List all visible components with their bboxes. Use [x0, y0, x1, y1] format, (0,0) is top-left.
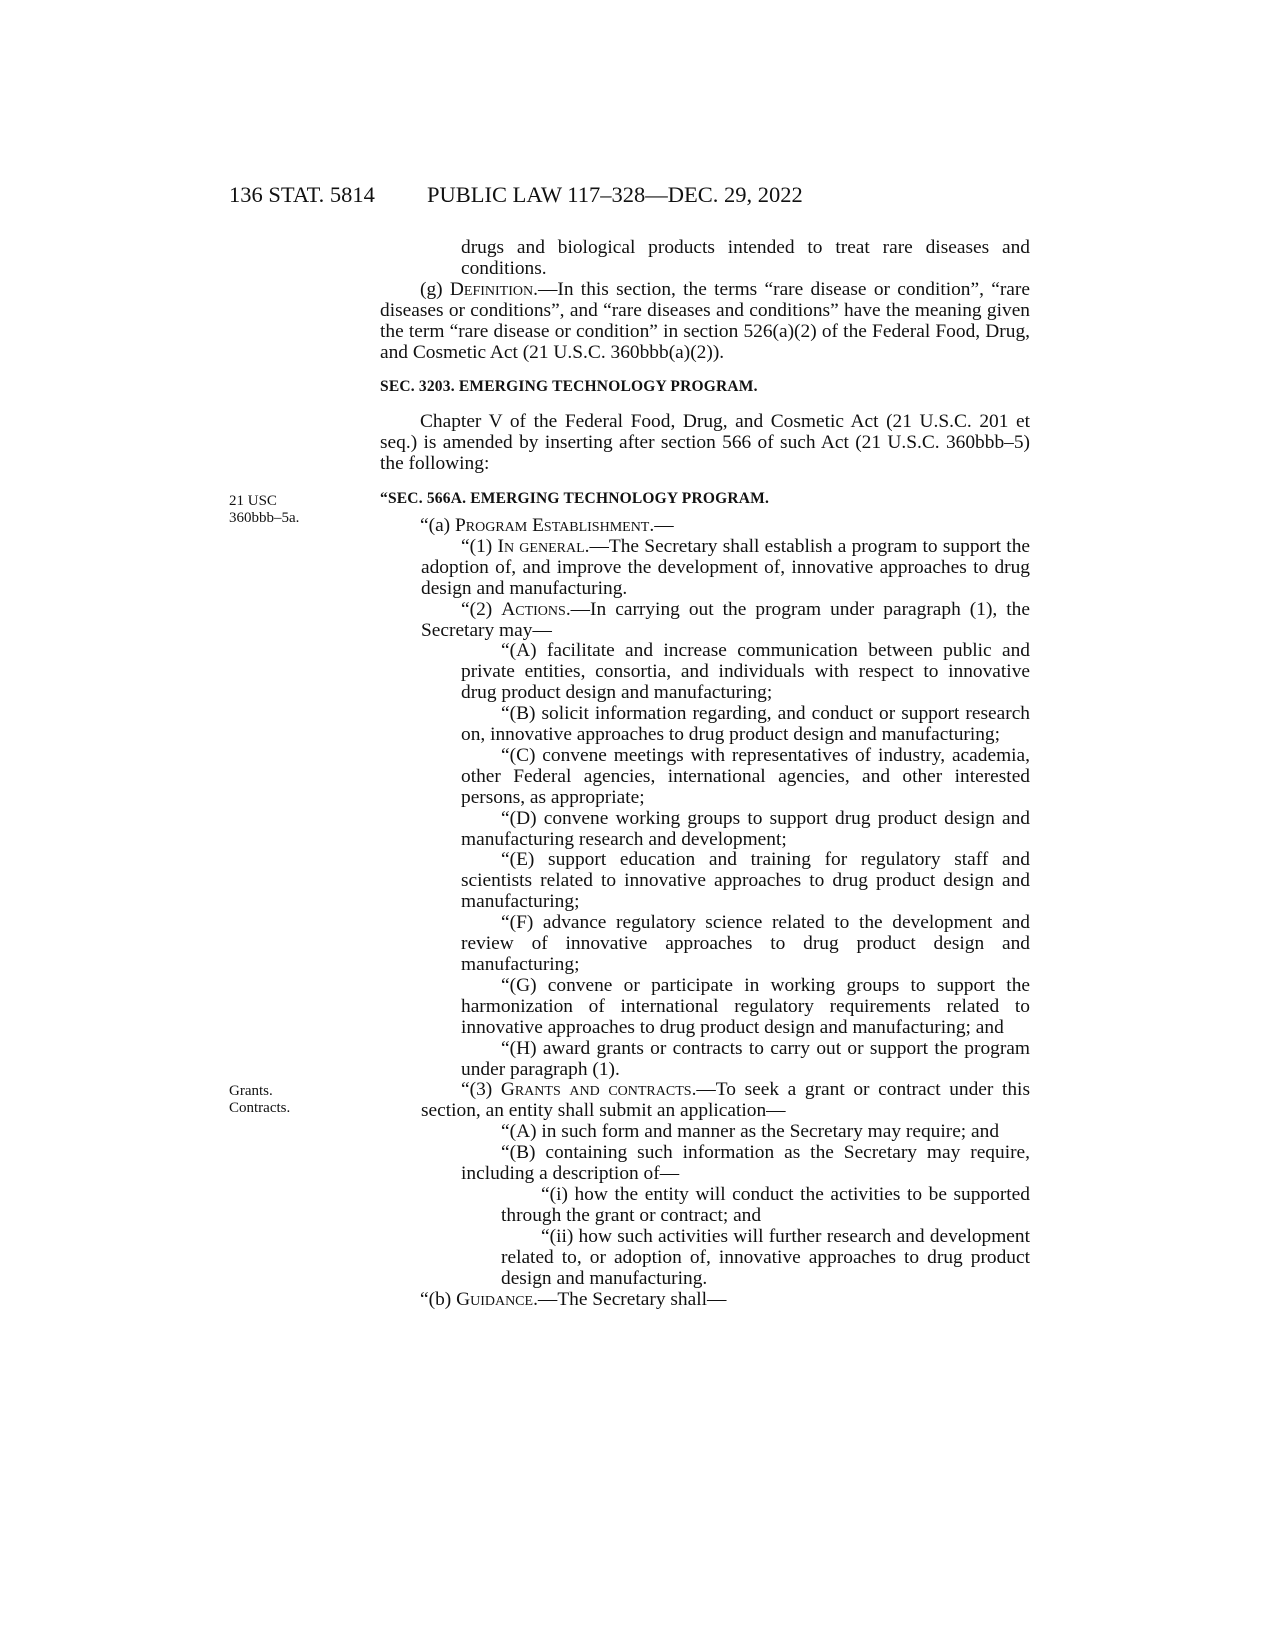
subparagraph-C: “(C) convene meetings with representatives of industry, academia, other Federal agencies, international agencies, and other interested persons, as appropriate; [461, 744, 1030, 808]
clause-ii: “(ii) how such activities will further research and development related to, or adoption of, innovative approaches to drug product design and manufacturing. [501, 1225, 1030, 1289]
b-heading: Guidance [456, 1288, 534, 1310]
b-label: “(b) [420, 1288, 457, 1310]
a3-body: .—To seek a grant or contract under this section, an entity shall submit an application— [421, 1079, 1030, 1122]
a3-label: “(3) [461, 1079, 501, 1101]
a-tail: .— [649, 514, 674, 536]
paragraph-a1 [380, 537, 1030, 600]
page-stat-citation: 136 STAT. 5814 [229, 182, 375, 207]
subparagraph-A: “(A) facilitate and increase communication between public and private entities, consortia, and individuals with respect to innovative drug product design and manufacturing; [461, 640, 1030, 704]
subparagraph-E: “(E) support education and training for regulatory staff and scientists related to innovative approaches to drug product design and manufacturing; [461, 849, 1030, 913]
a3-heading: Grants and contracts [500, 1079, 692, 1101]
subparagraph-G: “(G) convene or participate in working groups to support the harmonization of international regulatory requirements related to innovative approaches to drug product design and manufacturing; and [461, 974, 1030, 1038]
subparagraph-F: “(F) advance regulatory science related to the development and review of innovative approaches to drug product design and manufacturing; [461, 912, 1030, 975]
a2-body: .—In carrying out the program under paragraph (1), the Secretary may— [421, 598, 1030, 641]
section-566a-heading: “SEC. 566A. EMERGING TECHNOLOGY PROGRAM. [380, 490, 770, 508]
margin-grants: Grants. [229, 1083, 273, 1099]
subsection-a [380, 516, 1030, 537]
a1-heading: In general [497, 535, 585, 557]
chapter-amendment: Chapter V of the Federal Food, Drug, and Cosmetic Act (21 U.S.C. 201 et seq.) is amended by inserting after section 566 of such Act (21 U.S.C. 360bbb–5) the following: [380, 411, 1030, 475]
a2-label: “(2) [461, 598, 502, 620]
subparagraph-H: “(H) award grants or contracts to carry out or support the program under paragraph (1). [461, 1037, 1030, 1080]
paragraph-a3 [380, 1080, 1030, 1122]
subparagraph-D: “(D) convene working groups to support drug product design and manufacturing research and development; [461, 807, 1030, 850]
subsection-b [380, 1290, 1030, 1311]
document-body [380, 238, 1030, 1310]
a1-body: .—The Secretary shall establish a program to support the adoption of, and improve the development of, innovative approaches to drug design and manufacturing. [421, 535, 1030, 599]
subparagraph-a3-B: “(B) containing such information as the Secretary may require, including a description of— [461, 1142, 1030, 1185]
clause-i: “(i) how the entity will conduct the activities to be supported through the grant or contract; and [501, 1183, 1030, 1226]
continued-text: drugs and biological products intended to treat rare diseases and conditions. [461, 237, 1030, 279]
margin-note-grants [229, 1083, 290, 1117]
margin-note-usc [229, 493, 299, 527]
margin-usc-line2: 360bbb–5a. [229, 510, 300, 526]
g-body: .—In this section, the terms “rare disease or condition”, “rare diseases or conditions”, and “rare diseases and conditions” have the meaning given the term “rare disease or condition” in section 526(a)(2) of the Federal Food, Drug, and Cosmetic Act (21 U.S.C. 360bbb(a)(2)). [380, 278, 1030, 363]
margin-usc-line1: 21 USC [229, 493, 277, 509]
b-body: .—The Secretary shall— [533, 1288, 727, 1310]
g-heading: Definition [449, 278, 534, 300]
a-label: “(a) [420, 514, 455, 536]
a2-heading: Actions [501, 598, 566, 620]
subsection-g [380, 280, 1030, 364]
page-running-head: PUBLIC LAW 117–328—DEC. 29, 2022 [427, 182, 803, 207]
subparagraph-a3-A: “(A) in such form and manner as the Secretary may require; and [501, 1121, 1000, 1143]
subparagraph-B: “(B) solicit information regarding, and conduct or support research on, innovative approaches to drug product design and manufacturing; [461, 703, 1030, 746]
g-label: (g) [420, 278, 450, 300]
margin-contracts: Contracts. [229, 1100, 291, 1116]
a-heading: Program Establishment [454, 514, 650, 536]
section-3203-heading: SEC. 3203. EMERGING TECHNOLOGY PROGRAM. [380, 378, 758, 396]
paragraph-a2 [380, 600, 1030, 642]
a1-label: “(1) [461, 535, 498, 557]
